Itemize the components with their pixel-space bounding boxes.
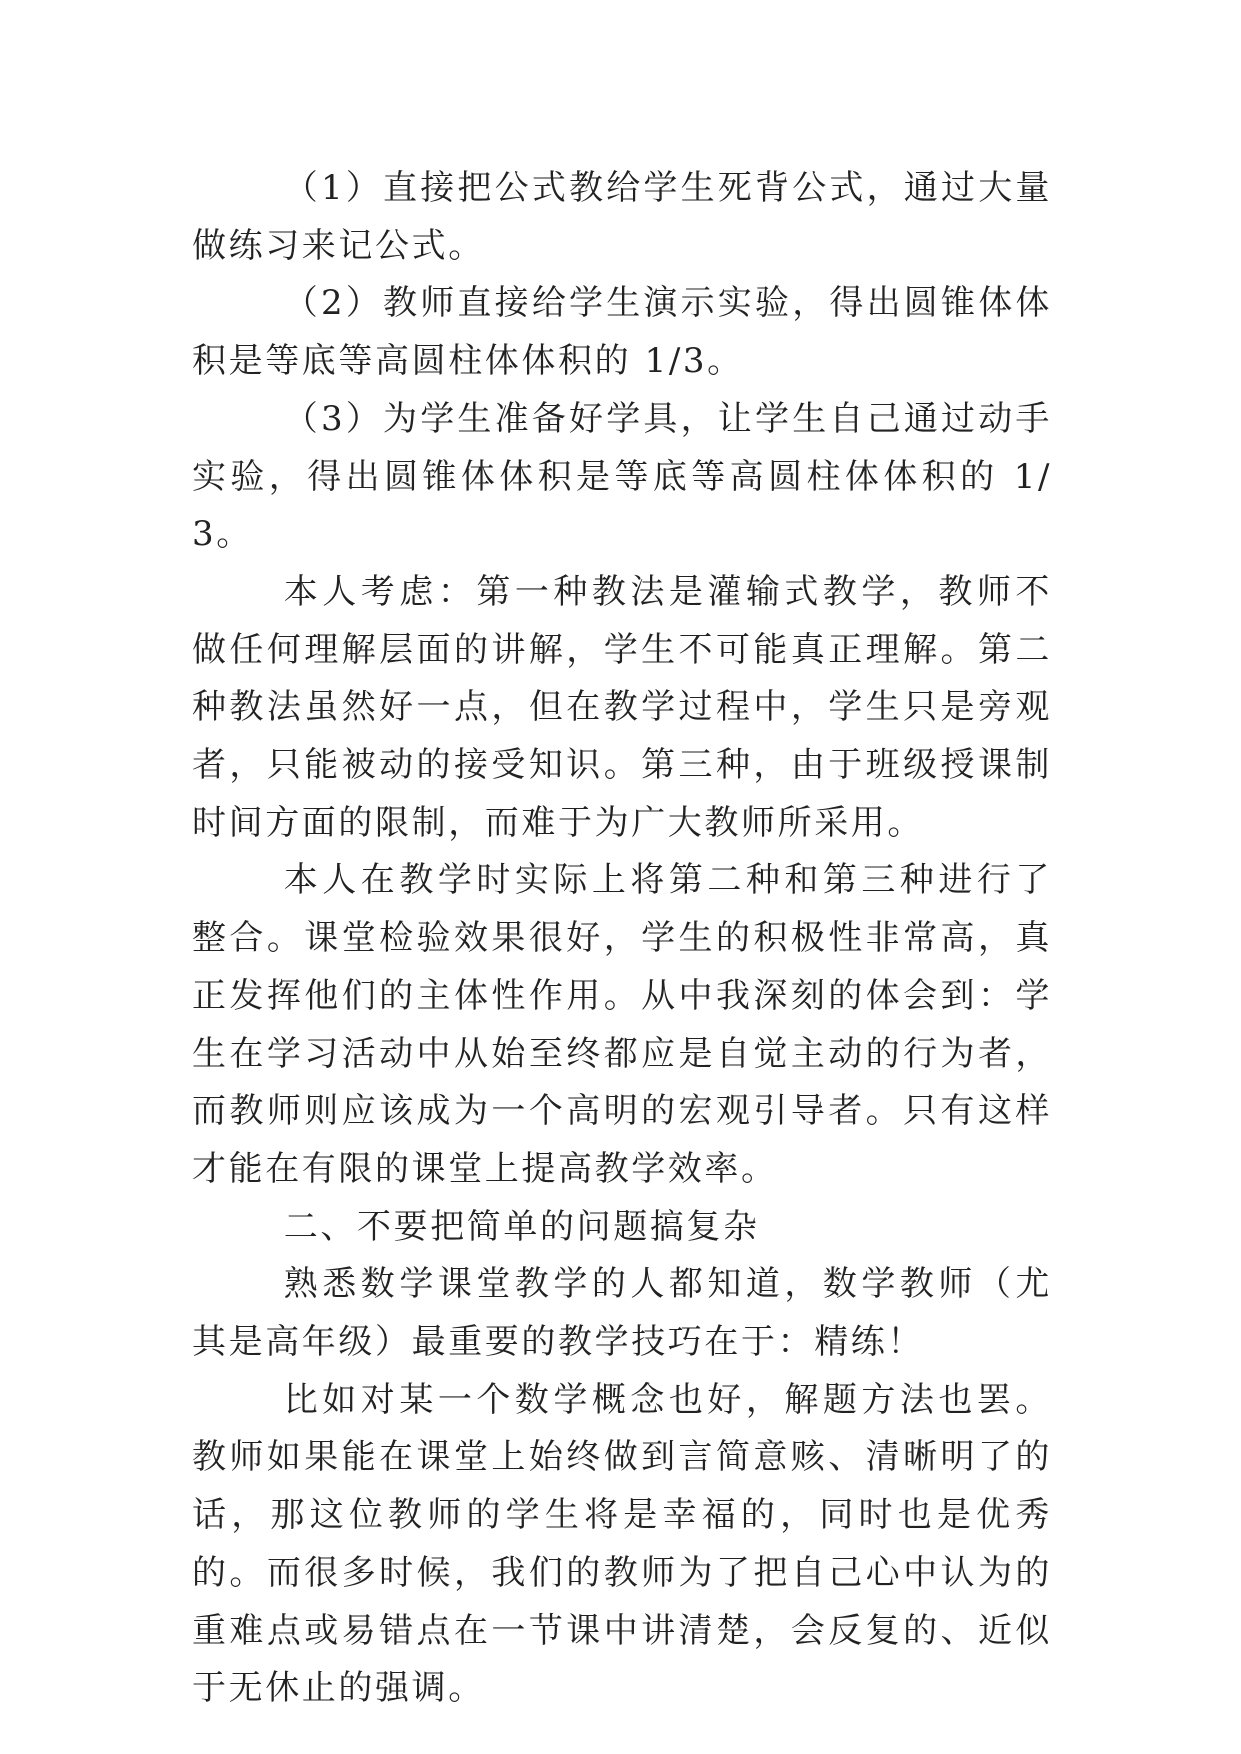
list-item-3: （3）为学生准备好学具，让学生自己通过动手实验，得出圆锥体体积是等底等高圆柱体体积的 1/3。 bbox=[192, 398, 1052, 555]
body-paragraph-integration: 本人在教学时实际上将第二种和第三种进行了整合。课堂检验效果很好，学生的积极性非常高，真正发挥他们的主体性作用。从中我深刻的体会到：学生在学习活动中从始至终都应是自觉主动的行为者，而教师则应该成为一个高明的宏观引导者。只有这样才能在有限的课堂上提高教学效率。 bbox=[192, 860, 1052, 1189]
list-item-1: （1）直接把公式教给学生死背公式，通过大量做练习来记公式。 bbox=[192, 168, 1052, 266]
section-heading: 二、不要把简单的问题搞复杂 bbox=[283, 1206, 760, 1247]
list-item-2: （2）教师直接给学生演示实验，得出圆锥体体积是等底等高圆柱体体积的 1/3。 bbox=[192, 283, 1052, 382]
body-paragraph-refinement: 熟悉数学课堂教学的人都知道，数学教师（尤其是高年级）最重要的教学技巧在于：精练！ bbox=[192, 1264, 1052, 1363]
document-page bbox=[192, 160, 1052, 1718]
body-paragraph-example: 比如对某一个数学概念也好，解题方法也罢。教师如果能在课堂上始终做到言简意赅、清晰明了的话，那这位教师的学生将是幸福的，同时也是优秀的。而很多时候，我们的教师为了把自己心中认为的重难点或易错点在一节课中讲清楚，会反复的、近似于无休止的强调。 bbox=[192, 1379, 1052, 1709]
body-paragraph-analysis: 本人考虑：第一种教法是灌输式教学，教师不做任何理解层面的讲解，学生不可能真正理解。第二种教法虽然好一点，但在教学过程中，学生只是旁观者，只能被动的接受知识。第三种，由于班级授课制时间方面的限制，而难于为广大教师所采用。 bbox=[192, 571, 1052, 843]
